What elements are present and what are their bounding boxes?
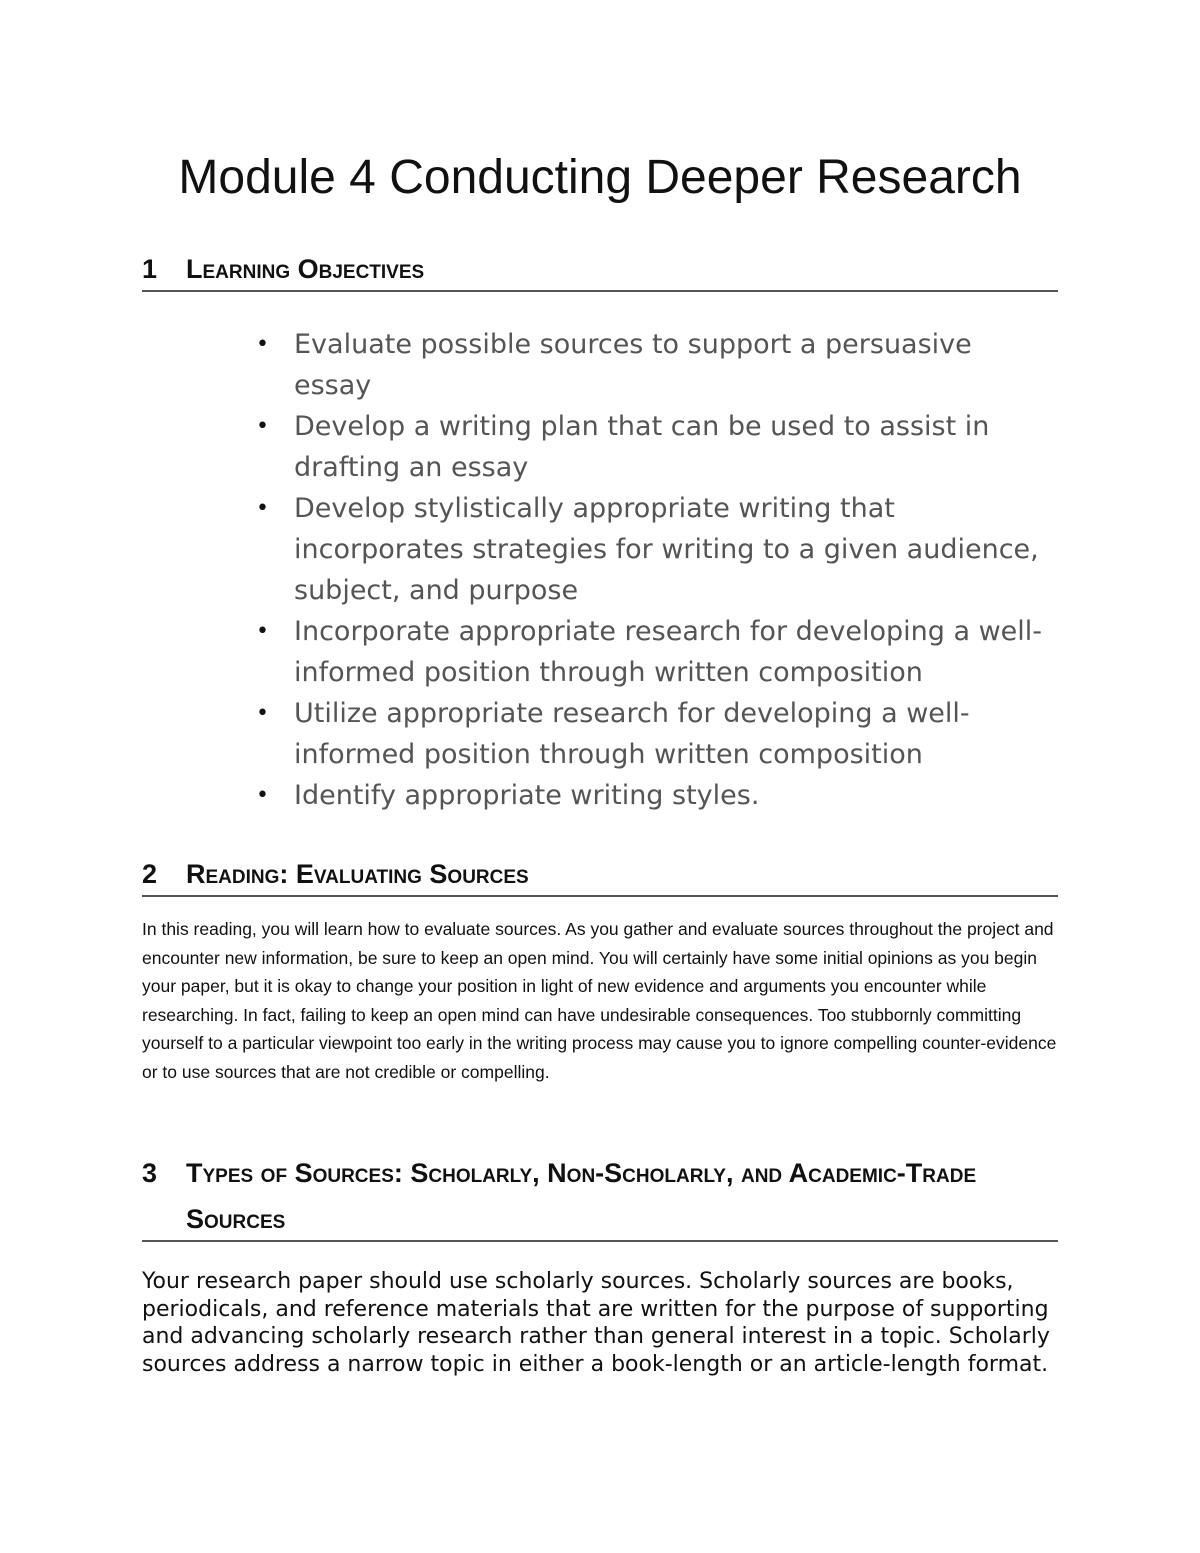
section-heading-types-of-sources (142, 1150, 1058, 1242)
section-title: Reading: Evaluating Sources (186, 859, 529, 889)
section-number: 1 (142, 254, 158, 284)
bullet-icon: • (256, 414, 269, 439)
reading-paragraph: In this reading, you will learn how to evaluate sources. As you gather and evaluate sources throughout the project and encounter new information, be sure to keep an open mind. You will certainly have some initial opinions as you begin your paper, but it is okay to change your position in light of new evidence and arguments you encounter while researching. In fact, failing to keep an open mind can have undesirable consequences. Too stubbornly committing yourself to a particular viewpoint too early in the writing process may cause you to ignore compelling counter-evidence or to use sources that are not credible or compelling. (142, 919, 1057, 1082)
bullet-icon: • (256, 332, 269, 357)
bullet-icon: • (256, 783, 269, 808)
learning-objectives-list (256, 324, 1046, 816)
bullet-icon: • (256, 619, 269, 644)
list-item (256, 693, 1046, 775)
list-item (256, 775, 1046, 816)
list-item (256, 324, 1046, 406)
section-number: 2 (142, 859, 158, 889)
objective-text: Develop stylistically appropriate writing that incorporates strategies for writing to a given audience, subject, and purpose (294, 493, 1039, 606)
section-number: 3 (142, 1158, 158, 1188)
list-item (256, 611, 1046, 693)
objective-text: Evaluate possible sources to support a persuasive essay (294, 329, 972, 401)
list-item (256, 488, 1046, 611)
sources-paragraph: Your research paper should use scholarly sources. Scholarly sources are books, periodicals, and reference materials that are written for the purpose of supporting and advancing scholarly research rather than general interest in a topic. Scholarly sources address a narrow topic in either a book-length or an article-length format. (142, 1269, 1050, 1377)
bullet-icon: • (256, 496, 269, 521)
section-title: Learning Objectives (186, 254, 425, 284)
objective-text: Identify appropriate writing styles. (294, 780, 760, 811)
list-item (256, 406, 1046, 488)
page-title: Module 4 Conducting Deeper Research (178, 151, 1022, 204)
section-heading-learning-objectives (142, 246, 1058, 292)
section-title: Types of Sources: Scholarly, Non-Scholarly, and Academic-Trade Sources (186, 1158, 977, 1234)
objective-text: Develop a writing plan that can be used to assist in drafting an essay (294, 411, 990, 483)
bullet-icon: • (256, 701, 269, 726)
section-heading-reading-evaluating-sources (142, 851, 1058, 897)
objective-text: Utilize appropriate research for developing a well-informed position through written composition (294, 698, 970, 770)
objective-text: Incorporate appropriate research for developing a well-informed position through written composition (294, 616, 1043, 688)
